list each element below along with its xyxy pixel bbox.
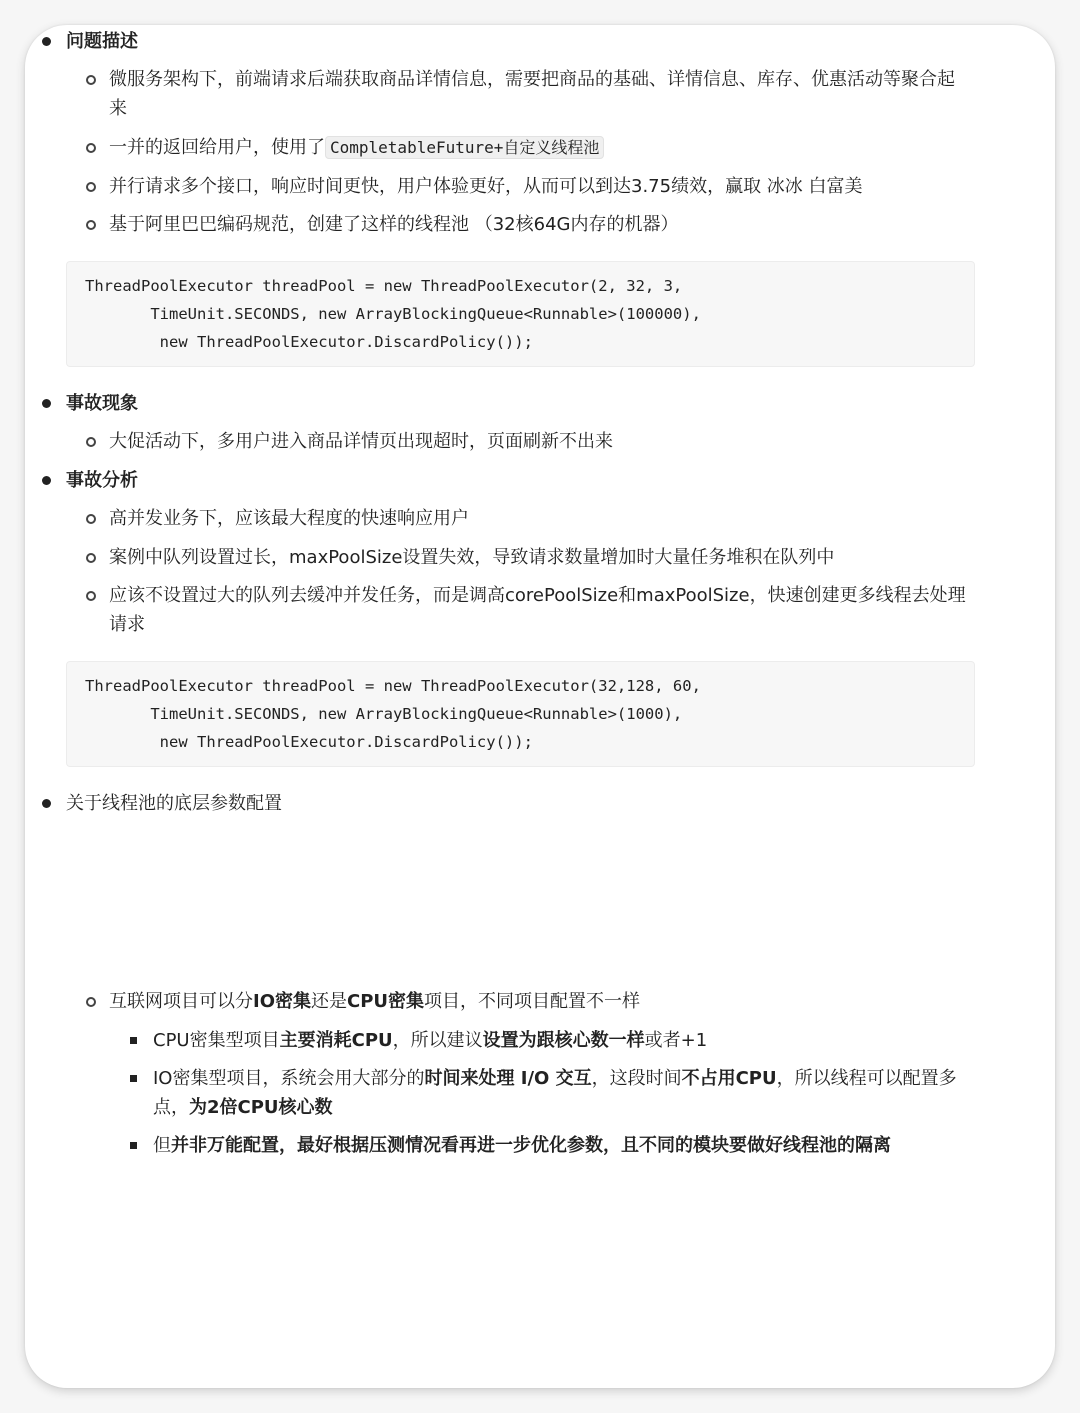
problem-item-4: 基于阿里巴巴编码规范，创建了这样的线程池 （32核64G内存的机器）	[109, 210, 678, 239]
section-heading-phenomenon: 事故现象	[66, 389, 138, 418]
bullet-square-icon	[130, 1142, 137, 1149]
phenomenon-item-1: 大促活动下，多用户进入商品详情页出现超时，页面刷新不出来	[109, 427, 613, 456]
config-warning-item: 但并非万能配置，最好根据压测情况看再进一步优化参数，且不同的模块要做好线程池的隔离	[153, 1131, 891, 1160]
bullet-circle-icon	[86, 143, 96, 153]
config-cpu-item: CPU密集型项目主要消耗CPU，所以建议设置为跟核心数一样或者+1	[153, 1026, 707, 1055]
section-heading-problem: 问题描述	[66, 27, 138, 56]
code-block-optimized	[66, 661, 975, 767]
bullet-circle-icon	[86, 182, 96, 192]
bullet-circle-icon	[86, 553, 96, 563]
bullet-disc-icon	[42, 799, 51, 808]
problem-item-3: 并行请求多个接口，响应时间更快，用户体验更好，从而可以到达3.75绩效，赢取 冰冰 白富美	[109, 172, 863, 201]
bullet-circle-icon	[86, 591, 96, 601]
code-block-original	[66, 261, 975, 367]
bullet-disc-icon	[42, 37, 51, 46]
analysis-item-3: 应该不设置过大的队列去缓冲并发任务，而是调高corePoolSize和maxPoolSize，快速创建更多线程去处理请求	[109, 581, 969, 639]
analysis-item-2: 案例中队列设置过长，maxPoolSize设置失效，导致请求数量增加时大量任务堆积在队列中	[109, 543, 834, 572]
document-card	[25, 25, 1055, 1388]
code-line: ThreadPoolExecutor threadPool = new ThreadPoolExecutor(2, 32, 3,	[85, 277, 683, 295]
code-line: new ThreadPoolExecutor.DiscardPolicy());	[85, 333, 533, 351]
problem-item-2: 一并的返回给用户，使用了 CompletableFuture+自定义线程池	[109, 133, 604, 162]
section-heading-analysis: 事故分析	[66, 466, 138, 495]
code-line: TimeUnit.SECONDS, new ArrayBlockingQueue<Runnable>(100000),	[85, 305, 701, 323]
code-line: ThreadPoolExecutor threadPool = new ThreadPoolExecutor(32,128, 60,	[85, 677, 701, 695]
section-heading-config: 关于线程池的底层参数配置	[66, 789, 282, 818]
bullet-circle-icon	[86, 220, 96, 230]
bullet-circle-icon	[86, 75, 96, 85]
bullet-square-icon	[130, 1075, 137, 1082]
bullet-disc-icon	[42, 399, 51, 408]
bullet-circle-icon	[86, 437, 96, 447]
problem-item-1: 微服务架构下，前端请求后端获取商品详情信息，需要把商品的基础、详情信息、库存、优惠活动等聚合起来	[109, 65, 969, 123]
bullet-circle-icon	[86, 997, 96, 1007]
bullet-square-icon	[130, 1037, 137, 1044]
config-io-item: IO密集型项目，系统会用大部分的时间来处理 I/O 交互，这段时间不占用CPU，所以线程可以配置多点，为2倍CPU核心数	[153, 1064, 973, 1122]
code-line: new ThreadPoolExecutor.DiscardPolicy());	[85, 733, 533, 751]
code-line: TimeUnit.SECONDS, new ArrayBlockingQueue<Runnable>(1000),	[85, 705, 683, 723]
config-subitem: 互联网项目可以分IO密集还是CPU密集项目，不同项目配置不一样	[109, 987, 640, 1016]
bullet-circle-icon	[86, 514, 96, 524]
inline-code: CompletableFuture+自定义线程池	[325, 136, 604, 159]
analysis-item-1: 高并发业务下，应该最大程度的快速响应用户	[109, 504, 469, 533]
bullet-disc-icon	[42, 476, 51, 485]
